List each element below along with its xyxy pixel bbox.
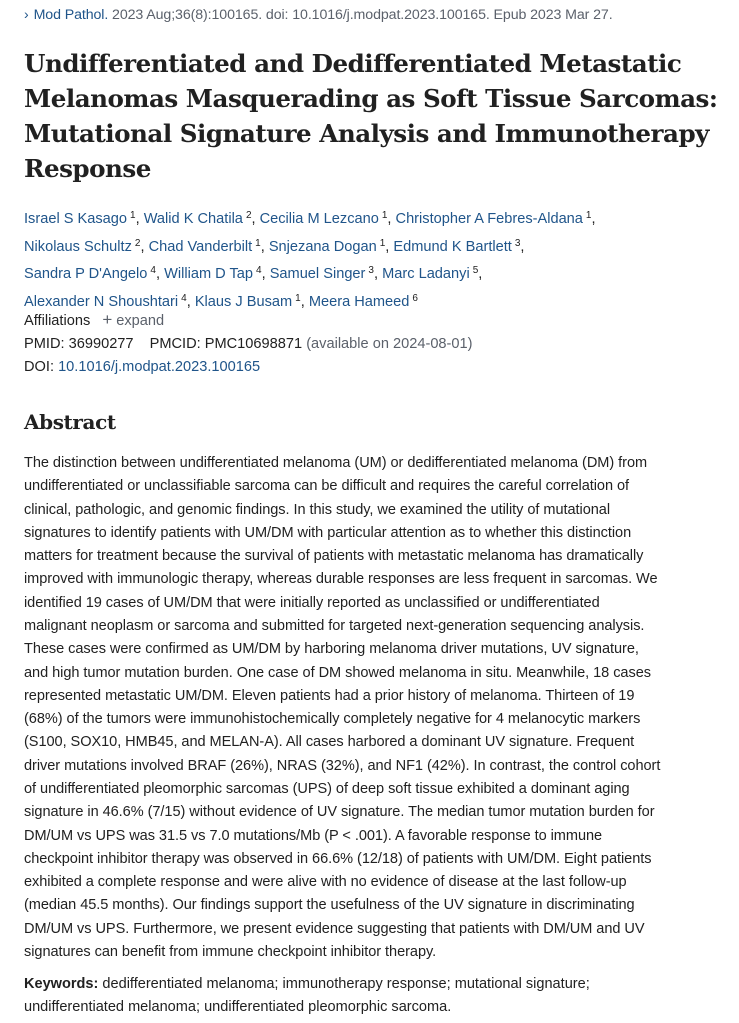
affiliation-ref[interactable]: 1 <box>295 292 301 304</box>
citation-line <box>24 6 613 23</box>
chevron-right-icon[interactable]: › <box>24 6 29 22</box>
abstract-line: driver mutations involved BRAF (26%), NRAS (32%), and NF1 (42%). In contrast, the control cohort <box>24 757 661 774</box>
keywords-label: Keywords: <box>24 976 99 992</box>
author-link[interactable]: Marc Ladanyi <box>382 266 470 282</box>
abstract-line: malignant neoplasm or sarcoma and submitted for targeted next-generation sequencing analysis. <box>24 617 645 634</box>
keywords <box>24 973 736 1020</box>
abstract-line: The distinction between undifferentiated melanoma (UM) or dedifferentiated melanoma (DM) from <box>24 455 648 471</box>
title-line: Response <box>24 154 151 183</box>
abstract-body <box>24 452 736 964</box>
abstract-line: represented metastatic UM/DM. Eleven patients had a prior history of melanoma. Thirteen of 19 <box>24 687 635 704</box>
abstract-line: identified 19 cases of UM/DM that were initially reported as unclassified or undifferentiated <box>24 594 600 611</box>
abstract-line: These cases were confirmed as UM/DM by harboring melanoma driver mutations, UV signature, <box>24 641 639 658</box>
abstract-line: signature in 46.6% (7/15) without evidence of UV signature. The median tumor mutation burden for <box>24 804 655 821</box>
pmid-value: 36990277 <box>68 336 134 352</box>
abstract-line: signatures can benefit from immune checkpoint inhibitor therapy. <box>24 943 437 960</box>
affiliations-label: Affiliations <box>24 313 91 329</box>
pmid-label: PMID: <box>24 336 65 352</box>
pmcid-label: PMCID: <box>149 336 201 352</box>
author-line: Israel S Kasago $^1$, Walid K Chatila $^2$, Cecilia M Lezcano $^1$, Christopher A Febres-Aldana $^1$, <box>24 210 596 227</box>
abstract-line: (S100, SOX10, HMB45, and MELAN-A). All cases harbored a dominant UV signature. Frequent <box>24 734 635 751</box>
affiliation-ref[interactable]: 4 <box>256 265 262 276</box>
pmcid-value: PMC10698871 <box>204 336 303 352</box>
author-link[interactable]: Alexander N Shoushtari <box>24 293 179 310</box>
author-link[interactable]: Walid K Chatila <box>143 211 243 227</box>
title-line: Undifferentiated and Dedifferentiated Metastatic <box>24 49 682 78</box>
affiliation-ref[interactable]: 1 <box>381 210 388 221</box>
abstract-line: (68%) of the tumors were immunohistochemically completely negative for 4 melanocytic markers <box>24 711 641 728</box>
title-line: Melanomas Masquerading as Soft Tissue Sarcomas: <box>24 84 718 113</box>
abstract-line: DM/UM vs UPS. Furthermore, we present evidence suggesting that patients with DM/UM and UV <box>24 920 645 937</box>
author-link[interactable]: Samuel Singer <box>269 266 366 282</box>
title-line: Mutational Signature Analysis and Immunotherapy <box>24 119 709 148</box>
author-line: Alexander N Shoushtari $^4$, Klaus J Busam $^1$, Meera Hameed $^6$ <box>24 292 418 310</box>
affiliation-ref[interactable]: 1 <box>130 210 136 221</box>
affiliation-ref[interactable]: 5 <box>472 265 479 276</box>
affiliation-ref[interactable]: 2 <box>134 237 141 249</box>
author-link[interactable]: Cecilia M Lezcano <box>259 211 379 227</box>
abstract-line: signatures to identify patients with UM/DM with particular attention as to whether this distinction <box>24 524 632 541</box>
author-line: Nikolaus Schultz $^2$, Chad Vanderbilt $^1$, Snjezana Dogan $^1$, Edmund K Bartlett $^3$, <box>24 237 525 255</box>
affiliation-ref[interactable]: 4 <box>150 265 156 276</box>
abstract-line: checkpoint inhibitor therapy was observed in 66.6% (12/18) of patients with UM/DM. Eight patients <box>24 850 652 867</box>
journal-link[interactable]: Mod Pathol. <box>33 7 109 23</box>
expand-label: expand <box>116 313 165 329</box>
author-link[interactable]: Chad Vanderbilt <box>148 238 253 255</box>
affiliations-expand-button[interactable] <box>102 310 165 329</box>
affiliations-row <box>24 310 164 330</box>
citation-details: 2023 Aug;36(8):100165. doi: 10.1016/j.modpat.2023.100165. Epub 2023 Mar 27. <box>112 7 613 23</box>
affiliation-ref[interactable]: 3 <box>368 265 374 276</box>
author-link[interactable]: William D Tap <box>164 266 254 282</box>
abstract-line: DM/UM vs UPS was 31.5 vs 7.0 mutations/Mb (P < .001). A favorable response to immune <box>24 827 603 844</box>
abstract-line: (median 45.5 months). Our findings support the usefulness of the UV signature in discriminating <box>24 897 635 914</box>
abstract-heading: Abstract <box>24 410 116 434</box>
keywords-text: undifferentiated melanoma; undifferentiated pleomorphic sarcoma. <box>24 999 452 1016</box>
affiliation-ref[interactable]: 2 <box>245 210 252 221</box>
article-title <box>24 46 724 186</box>
author-list <box>24 204 724 314</box>
author-line: Sandra P D'Angelo $^4$, William D Tap $^4$, Samuel Singer $^3$, Marc Ladanyi $^5$, <box>24 265 483 282</box>
author-link[interactable]: Klaus J Busam <box>194 293 293 310</box>
affiliation-ref[interactable]: 3 <box>514 237 521 249</box>
abstract-line: clinical, pathologic, and genomic findings. In this study, we examined the utility of mutational <box>24 501 611 518</box>
affiliation-ref[interactable]: 1 <box>379 237 386 249</box>
doi-row <box>24 359 260 375</box>
doi-label: DOI: <box>24 359 54 375</box>
author-link[interactable]: Sandra P D'Angelo <box>24 266 148 282</box>
author-link[interactable]: Christopher A Febres-Aldana <box>395 211 583 227</box>
abstract-line: matters for treatment because the survival of patients with metastatic melanoma has dramatically <box>24 548 644 565</box>
abstract-line: of undifferentiated pleomorphic sarcomas (UPS) of deep soft tissue exhibited a dominant aging <box>24 780 630 797</box>
author-link[interactable]: Meera Hameed <box>308 293 410 310</box>
author-link[interactable]: Nikolaus Schultz <box>24 238 132 255</box>
affiliation-ref[interactable]: 4 <box>181 292 187 304</box>
plus-icon: + <box>102 310 113 329</box>
affiliation-ref[interactable]: 1 <box>255 237 261 249</box>
pmc-availability: (available on 2024-08-01) <box>306 336 473 352</box>
abstract-line: undifferentiated or unclassifiable sarcoma can be difficult and requires the careful correlation of <box>24 478 630 495</box>
affiliation-ref[interactable]: 6 <box>412 292 418 304</box>
author-link[interactable]: Israel S Kasago <box>24 211 128 227</box>
abstract-line: improved with immunologic therapy, whereas durable responses are less frequent in sarcomas. We <box>24 571 658 588</box>
keywords-line <box>24 973 736 996</box>
abstract-line: exhibited a complete response and were alive with no evidence of disease at the last follow-up <box>24 874 627 891</box>
author-link[interactable]: Edmund K Bartlett <box>393 238 512 255</box>
identifiers-row <box>24 336 473 352</box>
affiliation-ref[interactable]: 1 <box>585 210 592 221</box>
doi-link[interactable]: 10.1016/j.modpat.2023.100165 <box>58 359 261 375</box>
keywords-text: dedifferentiated melanoma; immunotherapy response; mutational signature; <box>102 976 590 992</box>
abstract-line: and high tumor mutation burden. One case of DM showed melanoma in situ. Meanwhile, 18 cases <box>24 664 651 681</box>
author-link[interactable]: Snjezana Dogan <box>268 238 377 255</box>
